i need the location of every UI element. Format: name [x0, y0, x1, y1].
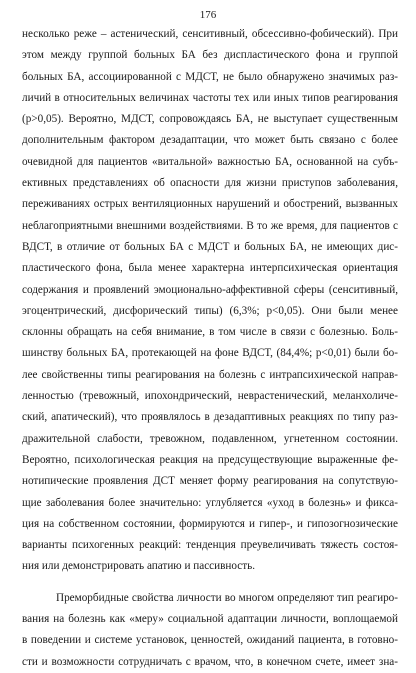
text-line: содержания и проявлений эмоционально-аффективной сферы (сенситивный, — [22, 283, 398, 296]
text-line: Преморбидные свойства личности во многом определяют тип реагиро- — [56, 591, 398, 604]
paragraph-2 — [22, 588, 398, 673]
text-line: больных БА, ассоциированной с МДСТ, не было обнаружено значимых раз- — [22, 70, 398, 83]
paragraph-1 — [22, 24, 398, 578]
text-line: ский, апатический), что проявлялось в дезадаптивных реакциях по типу раз- — [22, 411, 398, 424]
text-line: ленностью (тревожный, ипохондрический, неврастенический, меланхоличе- — [22, 390, 398, 403]
text-line: пластического фона, была менее характерна интерпсихическая ориентация — [22, 262, 398, 275]
text-line: лее свойственны типы реагирования на болезнь с интрапсихической направ- — [22, 368, 398, 381]
text-line: сти и возможности сотрудничать с врачом, что, в конечном счете, имеет зна- — [22, 655, 398, 668]
text-line: ния или демонстрировать апатию и пассивность. — [22, 560, 256, 573]
text-line: склонны обращать на себя внимание, в том числе в связи с болезнью. Боль- — [22, 326, 398, 339]
text-line: ВДСТ, в отличие от больных БА с МДСТ и больных БА, не имеющих дис- — [22, 240, 398, 253]
page-number: 176 — [199, 9, 217, 21]
text-line: Вероятно, психологическая реакция на предсуществующие выраженные фе- — [22, 453, 398, 466]
paragraph-gap — [22, 578, 398, 588]
text-line: ективных представлениях об опасности для жизни приступов заболевания, — [22, 177, 398, 190]
text-line: дополнительным фактором дезадаптации, что может быть связано с более — [22, 134, 398, 147]
text-line: очевидной для пациентов «витальной» важностью БА, основанной на субъ- — [22, 155, 398, 168]
text-line: нотипические проявления ДСТ меняет форму реагирования на сопутствую- — [22, 475, 398, 488]
text-line: несколько реже – астенический, сенситивный, обсессивно-фобический). При — [22, 28, 398, 40]
text-line: варианты психогенных реакций: тенденция преувеличивать тяжесть состоя- — [22, 539, 398, 552]
text-line: личий в относительных величинах частоты тех или иных типов реагирования — [22, 91, 398, 104]
text-line: вания на болезнь как «меру» социальной адаптации личности, воплощаемой — [22, 613, 398, 626]
text-line: неблагоприятными внешними воздействиями. В то же время, для пациентов с — [22, 219, 398, 232]
body-text — [22, 24, 398, 673]
text-line: шинству больных БА, протекающей на фоне ВДСТ, (84,4%; p<0,01) были бо- — [22, 347, 398, 360]
text-line: ция на собственном состоянии, формируются и гипер-, и гипозогнозические — [22, 517, 398, 530]
text-line: этом между группой больных БА без диспластического фона и группой — [22, 49, 398, 62]
text-line: эгоцентрический, дисфорический типы) (6,3%; p<0,05). Они были менее — [22, 304, 398, 317]
text-line: щие заболевания более значительно: углубляется «уход в болезнь» и фикса- — [22, 496, 398, 509]
text-line: переживаниях острых вентиляционных нарушений и обострений, вызванных — [22, 198, 398, 211]
text-line: дражительной слабости, тревожном, подавленном, угнетенном состоянии. — [22, 432, 398, 445]
text-line: в поведении и системе установок, ценностей, ожиданий пациента, в готовно- — [22, 634, 398, 647]
text-line: (p>0,05). Вероятно, МДСТ, сопровождаясь БА, не выступает существенным — [22, 113, 398, 126]
